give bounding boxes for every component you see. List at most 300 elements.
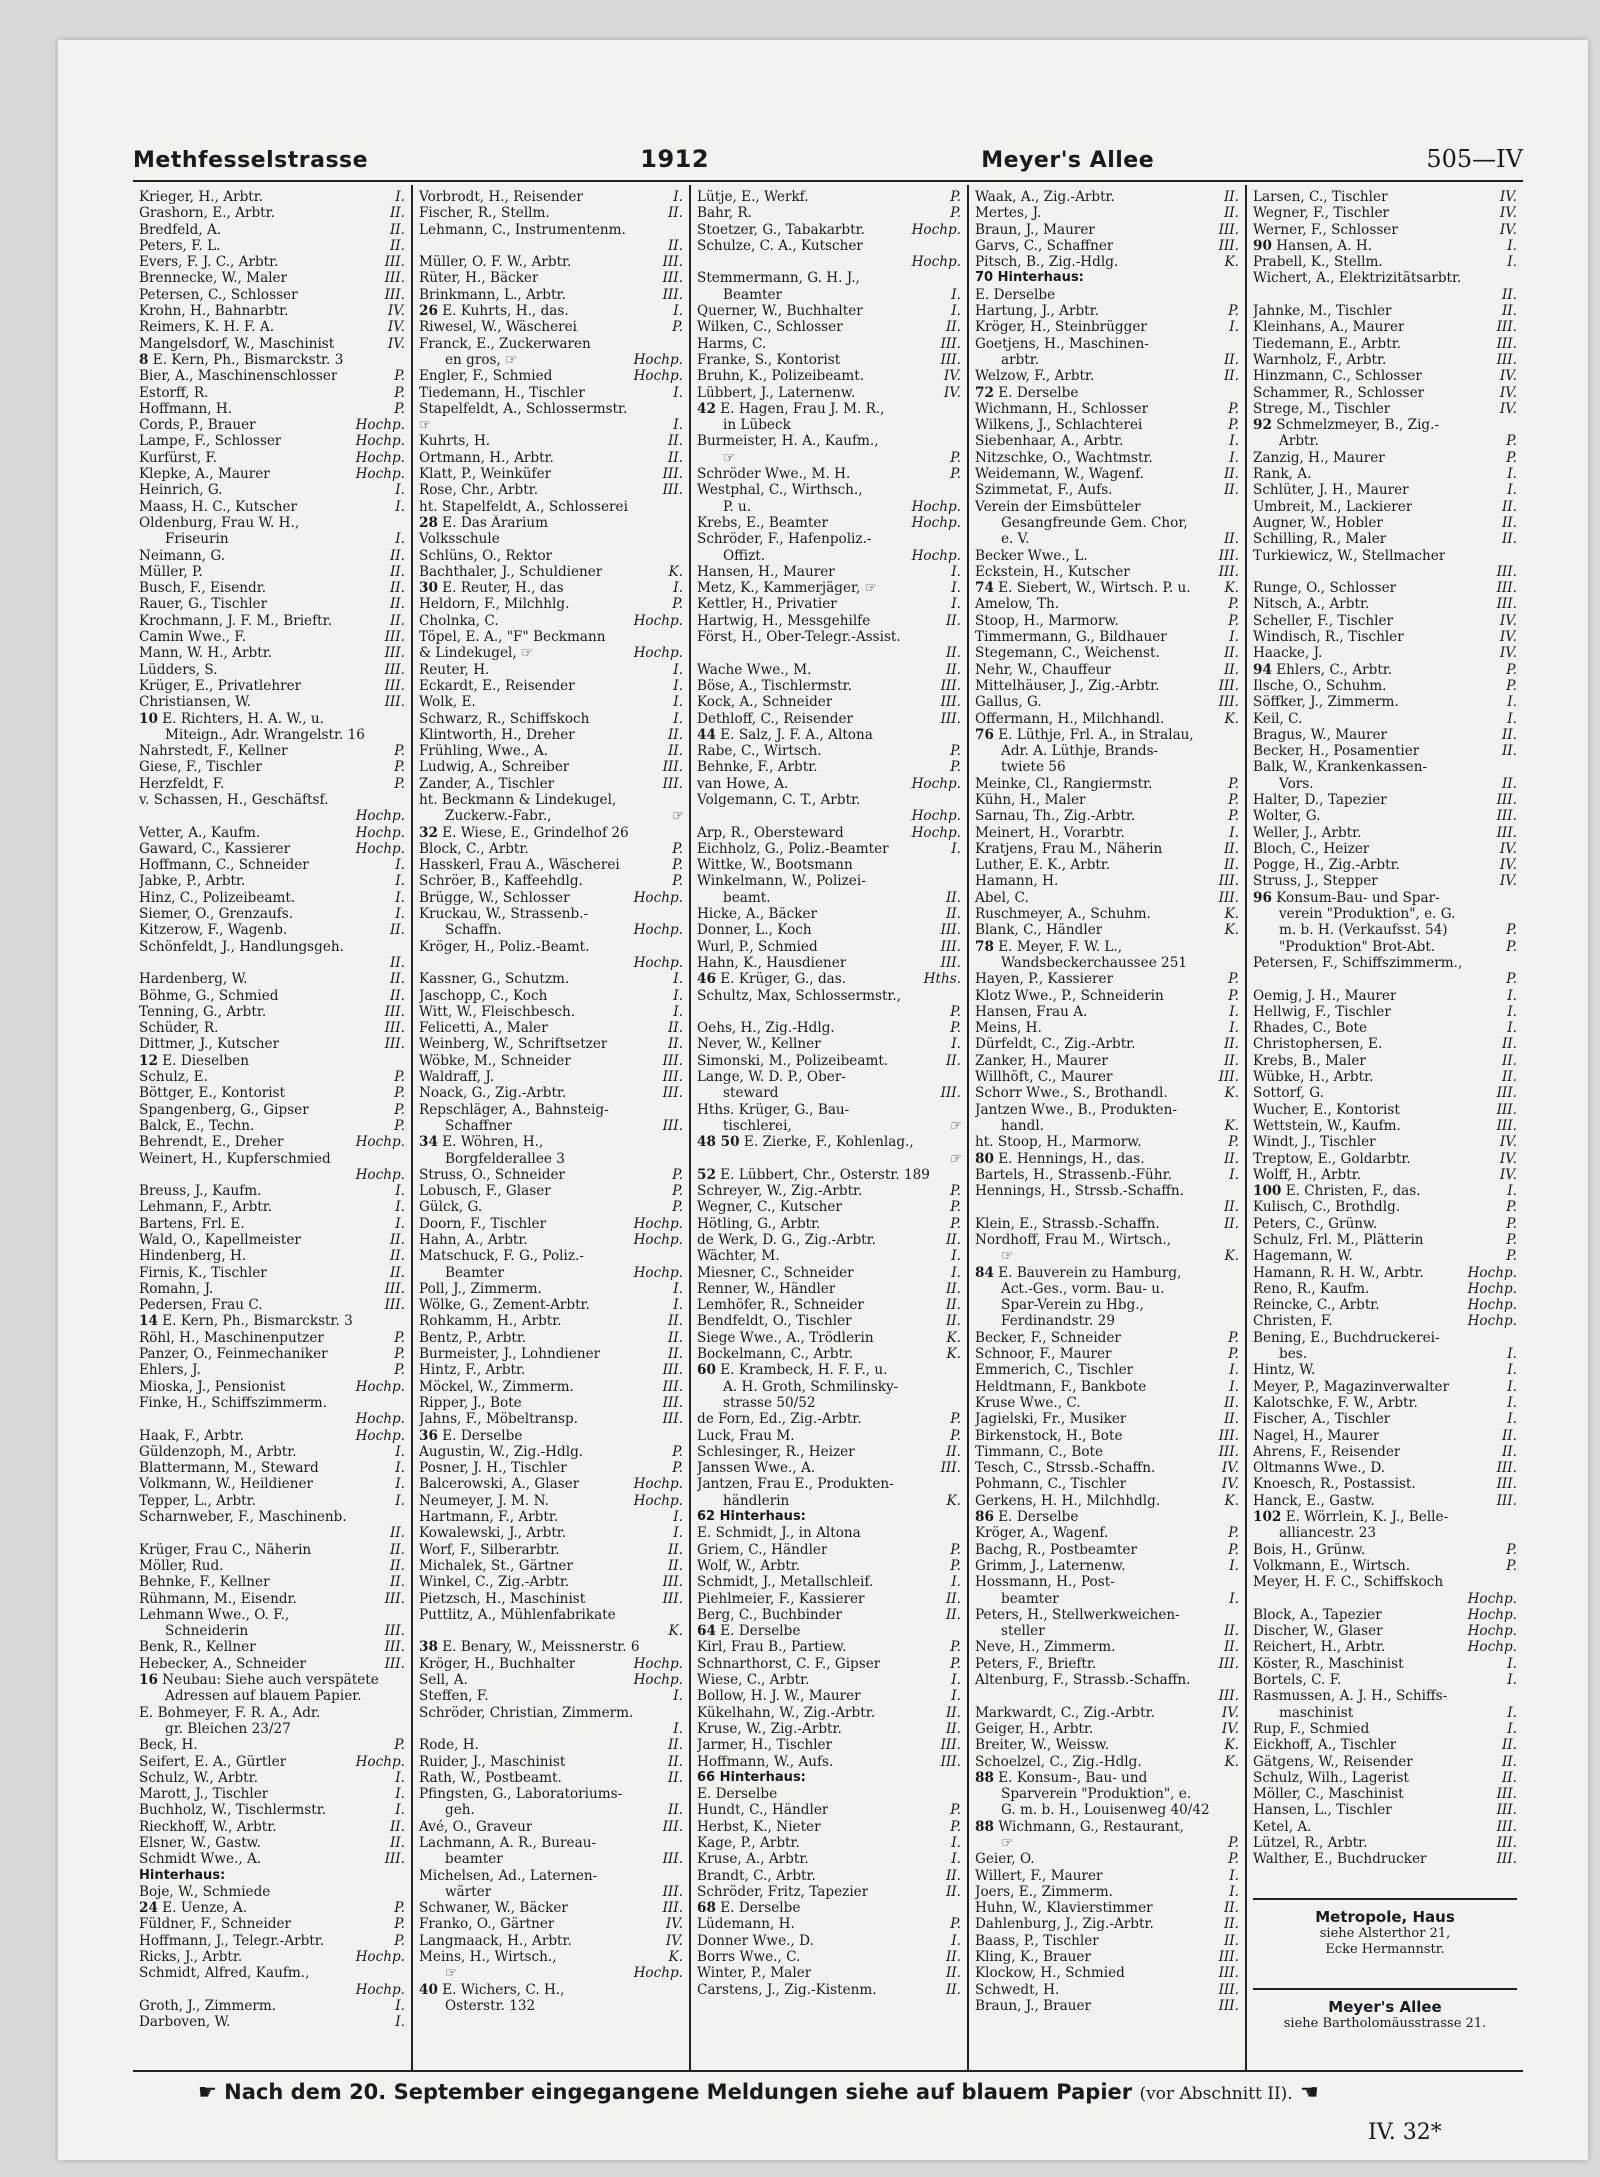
directory-entry <box>697 1900 961 1916</box>
entry-name: Schulz, E. <box>139 1069 208 1086</box>
entry-text <box>419 401 627 417</box>
directory-entry <box>697 596 961 612</box>
entry-name: Kruse, A., Arbtr. <box>697 1851 809 1868</box>
entry-floor: II. <box>1223 1900 1239 1917</box>
entry-name: ☞ <box>723 449 736 466</box>
entry-name: "Produktion" Brot-Abt. <box>1279 938 1436 955</box>
entry-text <box>139 1900 247 1916</box>
entry-floor <box>679 1248 683 1264</box>
entry-floor: K. <box>1224 922 1239 939</box>
directory-entry <box>419 1216 683 1232</box>
directory-entry <box>139 857 405 873</box>
entry-floor: Hochp. <box>911 824 961 841</box>
entry-text <box>1253 1509 1448 1525</box>
entry-floor <box>1235 1607 1239 1623</box>
entry-name: Behnke, F., Arbtr. <box>697 759 818 776</box>
entry-floor: I. <box>951 1834 961 1851</box>
entry-floor <box>679 1982 683 1998</box>
entry-floor: III. <box>1218 563 1239 580</box>
entry-floor: II. <box>1501 514 1517 531</box>
directory-entry <box>975 1819 1239 1835</box>
entry-name: Warnholz, F., Arbtr. <box>1253 351 1387 368</box>
entry-floor: III. <box>662 1851 683 1868</box>
directory-entry <box>139 743 405 759</box>
entry-floor: II. <box>1223 466 1239 483</box>
entry-name: Dittmer, J., Kutscher <box>139 1036 280 1053</box>
directory-entry <box>697 1444 961 1460</box>
entry-floor: I. <box>395 1997 405 2014</box>
entry-floor: P. <box>950 1003 961 1020</box>
directory-entry <box>419 352 683 368</box>
entry-text <box>165 1721 291 1737</box>
entry-floor: III. <box>1496 1492 1517 1509</box>
entry-text <box>139 1085 285 1101</box>
directory-entry <box>419 531 683 547</box>
directory-entry <box>139 205 405 221</box>
entry-floor: Hochp. <box>911 498 961 515</box>
entry-floor: III. <box>940 922 961 939</box>
entry-name: Hoffmann, H. <box>139 400 233 417</box>
entry-text <box>1001 1297 1144 1313</box>
entry-floor: II. <box>667 1737 683 1754</box>
entry-text <box>1253 352 1386 368</box>
entry-name: Heldtmann, F., Bankbote <box>975 1378 1147 1395</box>
entry-name: Schröer, B., Kaffeehdlg. <box>419 873 583 890</box>
entry-floor: I. <box>1507 1704 1517 1721</box>
box-line: siehe Alsterthor 21, <box>1319 1925 1451 1941</box>
entry-floor: IV. <box>1499 189 1517 205</box>
entry-name: Zanker, H., Maurer <box>975 1052 1108 1069</box>
entry-floor: I. <box>1507 1720 1517 1737</box>
directory-entry <box>975 841 1239 857</box>
entry-text <box>419 1786 622 1802</box>
directory-entry <box>1253 596 1517 612</box>
entry-name: Adr. A. Lüthje, Brands- <box>1001 743 1159 760</box>
directory-entry <box>1253 401 1517 417</box>
entry-text <box>1253 1623 1383 1639</box>
entry-text <box>975 1949 1091 1965</box>
entry-name: Schmidt, J., Metallschleif. <box>697 1574 874 1591</box>
entry-floor <box>957 1167 961 1183</box>
entry-name: Kage, P., Arbtr. <box>697 1834 800 1851</box>
entry-floor: II. <box>945 319 961 336</box>
entry-text <box>975 1672 1190 1688</box>
entry-name: Neubau: Siehe auch verspätete <box>162 1672 379 1689</box>
entry-floor: P. <box>672 840 683 857</box>
directory-entry <box>697 189 961 205</box>
entry-text <box>1253 1786 1404 1802</box>
entry-text <box>419 743 548 759</box>
entry-text <box>419 1248 584 1264</box>
directory-entry <box>697 499 961 515</box>
entry-floor <box>1235 1802 1239 1818</box>
directory-entry <box>139 629 405 645</box>
entry-floor: III. <box>1496 319 1517 336</box>
entry-floor: III. <box>662 1394 683 1411</box>
entry-name: Siemer, O., Grenzaufs. <box>139 906 294 923</box>
entry-floor: II. <box>667 449 683 466</box>
entry-floor: II. <box>1223 1199 1239 1216</box>
entry-text <box>975 906 1151 922</box>
directory-entry <box>697 515 961 531</box>
entry-text <box>697 385 855 401</box>
directory-entry <box>1253 1069 1517 1085</box>
entry-name: Repschläger, A., Bahnsteig- <box>419 1101 609 1118</box>
entry-name: Schulze, C. A., Kutscher <box>697 237 863 254</box>
entry-text <box>697 613 870 629</box>
entry-name: Gülck, G. <box>419 1199 483 1216</box>
entry-floor: P. <box>1506 1232 1517 1248</box>
entry-floor: Hochp. <box>633 645 683 662</box>
entry-text <box>697 466 850 482</box>
entry-floor: I. <box>1507 466 1517 483</box>
entry-text <box>975 336 1149 352</box>
entry-name: Ricks, J., Arbtr. <box>139 1949 243 1966</box>
entry-name: Eickhoff, A., Tischler <box>1253 1737 1397 1754</box>
directory-entry <box>139 841 405 857</box>
entry-text <box>975 890 1029 906</box>
entry-text <box>975 922 1102 938</box>
directory-entry <box>975 401 1239 417</box>
entry-floor: III. <box>384 270 405 287</box>
entry-floor: III. <box>1496 1101 1517 1118</box>
entry-floor: I. <box>673 580 683 597</box>
directory-entry <box>1253 939 1517 955</box>
entry-text <box>697 1770 806 1786</box>
directory-entry <box>975 678 1239 694</box>
directory-entry <box>139 792 405 808</box>
entry-text <box>419 1916 554 1932</box>
entry-name: Nahrstedt, F., Kellner <box>139 743 288 760</box>
entry-text <box>1001 1118 1044 1134</box>
entry-text <box>419 336 591 352</box>
directory-entry <box>697 1248 961 1264</box>
entry-floor <box>957 1476 961 1492</box>
entry-text <box>139 1053 249 1069</box>
directory-entry <box>975 1183 1239 1199</box>
entry-floor: K. <box>1224 1117 1239 1134</box>
entry-text <box>419 613 499 629</box>
entry-text <box>697 1525 861 1541</box>
entry-text <box>419 205 550 221</box>
directory-entry <box>975 1151 1239 1167</box>
directory-entry <box>697 1656 961 1672</box>
box-line: siehe Bartholomäusstrasse 21. <box>1283 2015 1487 2031</box>
directory-entry <box>419 1460 683 1476</box>
entry-text <box>139 1884 270 1900</box>
entry-floor: I. <box>1229 1378 1239 1395</box>
directory-entry <box>975 1754 1239 1770</box>
entry-name: Söffker, J., Zimmerm. <box>1253 694 1399 711</box>
directory-entry <box>975 613 1239 629</box>
directory-entry <box>697 890 961 906</box>
entry-name: Gaward, C., Kassierer <box>139 840 291 857</box>
entry-name: Wolter, G. <box>1253 808 1321 825</box>
directory-entry <box>419 890 683 906</box>
entry-name: Schlüter, J. H., Maurer <box>1253 482 1409 499</box>
entry-name: Töpel, E. A., "F" Beckmann <box>419 629 606 646</box>
entry-name: Hanck, E., Gastw. <box>1253 1492 1375 1509</box>
directory-entry <box>975 1639 1239 1655</box>
entry-name: Wichmann, H., Schlosser <box>975 400 1149 417</box>
entry-name: Benk, R., Kellner <box>139 1639 256 1656</box>
cross-reference-box <box>1253 1988 1517 2032</box>
entry-floor: I. <box>1507 237 1517 254</box>
entry-name: Lobusch, F., Glaser <box>419 1183 551 1200</box>
entry-text <box>975 303 1099 319</box>
entry-floor <box>1235 1297 1239 1313</box>
entry-text <box>723 287 782 303</box>
directory-entry <box>139 385 405 401</box>
entry-name: P. u. <box>723 498 752 515</box>
entry-floor: Hochp. <box>633 1655 683 1672</box>
entry-text <box>975 1965 1125 1981</box>
directory-entry <box>1253 1346 1517 1362</box>
entry-text <box>1253 385 1424 401</box>
entry-name: Eckardt, E., Reisender <box>419 677 575 694</box>
entry-name: Volkmann, E., Wirtsch. <box>1253 1557 1411 1574</box>
directory-entry <box>975 548 1239 564</box>
directory-entry <box>1253 1411 1517 1427</box>
directory-entry <box>419 906 683 922</box>
entry-floor: II. <box>389 1557 405 1574</box>
entry-name: Abel, C. <box>975 889 1029 906</box>
entry-name: Lehmann Wwe., O. F., <box>139 1606 290 1623</box>
directory-entry <box>697 385 961 401</box>
directory-entry <box>139 1819 405 1835</box>
entry-floor <box>679 792 683 808</box>
directory-entry <box>697 792 961 808</box>
entry-text <box>975 1705 1155 1721</box>
directory-entry <box>1253 1688 1517 1704</box>
directory-entry <box>697 1053 961 1069</box>
directory-entry <box>419 1476 683 1492</box>
directory-entry <box>139 1965 405 1981</box>
entry-name: Balck, E., Techn. <box>139 1117 255 1134</box>
directory-entry <box>1253 613 1517 629</box>
entry-floor: III. <box>940 1460 961 1477</box>
entry-floor: I. <box>673 384 683 401</box>
directory-entry <box>139 939 405 955</box>
entry-name: Bois, H., Grünw. <box>1253 1541 1366 1558</box>
entry-name: Ilsche, O., Schuhm. <box>1253 677 1387 694</box>
entry-name: Jantzen, Frau E., Produkten- <box>697 1476 894 1493</box>
entry-text <box>697 1248 780 1264</box>
entry-name: Tesch, C., Strssb.-Schaffn. <box>975 1460 1156 1477</box>
entry-text <box>139 1998 276 2014</box>
entry-name: Ortmann, H., Arbtr. <box>419 449 554 466</box>
entry-floor: III. <box>384 677 405 694</box>
entry-name: Krochmann, J. F. M., Brieftr. <box>139 612 332 629</box>
hand-pointer-icon: ☚ <box>1300 2080 1319 2104</box>
entry-text <box>697 1428 795 1444</box>
entry-floor: Hochp. <box>911 254 961 271</box>
entry-name: E. Hennings, H., das. <box>998 1150 1145 1167</box>
entry-name: Doorn, F., Tischler <box>419 1215 547 1232</box>
entry-text <box>697 368 864 384</box>
entry-floor: Hochp. <box>355 1427 405 1444</box>
directory-entry <box>419 1525 683 1541</box>
entry-text <box>697 1281 835 1297</box>
entry-text <box>139 482 223 498</box>
entry-name: Kruse Wwe., C. <box>975 1394 1081 1411</box>
entry-floor: III. <box>940 954 961 971</box>
directory-entry <box>419 336 683 352</box>
entry-name: Rieckhoff, W., Arbtr. <box>139 1818 277 1835</box>
directory-entry <box>419 564 683 580</box>
entry-floor: K. <box>1224 710 1239 727</box>
entry-name: Ludwig, A., Schreiber <box>419 759 570 776</box>
directory-entry <box>975 238 1239 254</box>
entry-floor: P. <box>1506 677 1517 694</box>
entry-floor: Hochp. <box>355 1981 405 1998</box>
entry-name: Tepper, L., Arbtr. <box>139 1492 256 1509</box>
entry-floor: Hochp. <box>633 1965 683 1982</box>
entry-name: Hamann, R. H. W., Arbtr. <box>1253 1264 1424 1281</box>
entry-name: Klepke, A., Maurer <box>139 466 270 483</box>
entry-text <box>697 629 901 645</box>
entry-text <box>697 1884 868 1900</box>
entry-text <box>975 417 1142 433</box>
entry-name: m. b. H. (Verkaufsst. 54) <box>1279 922 1448 939</box>
entry-text <box>1253 1542 1365 1558</box>
directory-entry <box>139 1542 405 1558</box>
directory-entry <box>419 433 683 449</box>
directory-entry <box>697 254 961 270</box>
entry-floor: K. <box>946 1329 961 1346</box>
directory-entry <box>1253 1542 1517 1558</box>
entry-text <box>1253 1411 1390 1427</box>
entry-floor: I. <box>1507 1378 1517 1395</box>
directory-entry <box>419 1623 683 1639</box>
entry-name: Schulz, W., Arbtr. <box>139 1769 258 1786</box>
entry-text <box>419 1900 568 1916</box>
entry-floor: P. <box>950 1655 961 1672</box>
header-street-end: Meyer's Allee <box>981 148 1155 173</box>
directory-entry <box>139 694 405 710</box>
entry-name: Schröder, F., Hafenpoliz.- <box>697 531 872 548</box>
entry-text <box>139 466 270 482</box>
entry-name: E. Krüger, G., das. <box>720 971 847 988</box>
entry-floor: III. <box>1496 1851 1517 1868</box>
entry-name: Ehlers, C., Arbtr. <box>1276 661 1393 678</box>
directory-entry <box>1253 450 1517 466</box>
entry-floor: I. <box>395 1802 405 1819</box>
entry-name: Lützel, R., Arbtr. <box>1253 1834 1368 1851</box>
entry-floor: III. <box>662 775 683 792</box>
directory-entry <box>697 1982 961 1998</box>
entry-name: Scheller, F., Tischler <box>1253 612 1394 629</box>
entry-text <box>1253 1754 1413 1770</box>
entry-floor: I. <box>1229 319 1239 336</box>
directory-entry <box>975 1982 1239 1998</box>
entry-name: Schulz, Wilh., Lagerist <box>1253 1769 1409 1786</box>
directory-entry <box>419 270 683 286</box>
directory-entry <box>697 1965 961 1981</box>
entry-floor <box>679 401 683 417</box>
entry-text <box>1253 1639 1385 1655</box>
entry-name: Matschuck, F. G., Poliz.- <box>419 1248 584 1265</box>
entry-name: E. Kuhrts, H., das. <box>442 303 569 320</box>
directory-entry <box>975 1574 1239 1590</box>
entry-floor <box>957 482 961 498</box>
directory-entry <box>419 254 683 270</box>
entry-text <box>1001 1248 1013 1264</box>
entry-text <box>697 222 865 238</box>
entry-text <box>1253 499 1412 515</box>
directory-entry <box>697 662 961 678</box>
entry-text <box>975 1265 1181 1281</box>
entry-name: Lehmann, C., Instrumentenm. <box>419 221 626 238</box>
entry-name: E. Lüthje, Frl. A., in Stralau, <box>998 726 1194 743</box>
entry-text <box>445 1884 491 1900</box>
directory-entry <box>1253 1118 1517 1134</box>
entry-name: Firnis, K., Tischler <box>139 1264 267 1281</box>
entry-name: Schröder, Christian, Zimmerm. <box>419 1704 634 1721</box>
directory-entry <box>1253 580 1517 596</box>
entry-name: Brinkmann, L., Arbtr. <box>419 286 566 303</box>
entry-floor <box>1513 890 1517 906</box>
directory-entry <box>697 1118 961 1134</box>
directory-entry <box>419 629 683 645</box>
entry-floor <box>1235 743 1239 759</box>
entry-text <box>697 1232 876 1248</box>
entry-text <box>723 1395 816 1411</box>
directory-entry <box>419 417 683 433</box>
entry-text <box>1253 303 1392 319</box>
entry-name: Braun, J., Brauer <box>975 1997 1091 2014</box>
entry-text <box>139 1069 208 1085</box>
entry-name: Winkelmann, W., Polizei- <box>697 873 866 890</box>
directory-entry <box>419 1444 683 1460</box>
directory-entry <box>697 1183 961 1199</box>
directory-entry <box>975 1623 1239 1639</box>
directory-entry <box>419 1672 683 1688</box>
directory-entry <box>975 1607 1239 1623</box>
entry-text <box>697 662 811 678</box>
entry-text <box>1253 368 1422 384</box>
entry-floor: III. <box>662 254 683 271</box>
directory-entry <box>697 841 961 857</box>
entry-name: E. Zierke, F., Kohlenlag., <box>743 1134 914 1151</box>
entry-name: beamter <box>1001 1590 1059 1607</box>
directory-entry <box>975 1721 1239 1737</box>
entry-floor: I. <box>673 189 683 205</box>
entry-floor: I. <box>673 971 683 988</box>
entry-text <box>697 841 889 857</box>
entry-floor: I. <box>395 2014 405 2031</box>
entry-name: Treptow, E., Goldarbtr. <box>1253 1150 1411 1167</box>
entry-name: E. Wichers, C. H., <box>442 1981 565 1998</box>
directory-entry <box>1253 1705 1517 1721</box>
entry-floor: P. <box>1228 1134 1239 1151</box>
directory-entry <box>139 319 405 335</box>
directory-entry <box>419 1851 683 1867</box>
entry-floor: I. <box>951 1248 961 1265</box>
directory-entry <box>419 1004 683 1020</box>
entry-name: Christophersen, E. <box>1253 1036 1383 1053</box>
entry-text <box>1253 678 1386 694</box>
entry-text <box>697 971 846 987</box>
entry-text <box>975 450 1153 466</box>
entry-floor <box>1235 1265 1239 1281</box>
directory-entry <box>419 1330 683 1346</box>
entry-text <box>139 417 256 433</box>
entry-floor: II. <box>945 1867 961 1884</box>
entry-text <box>445 1118 512 1134</box>
entry-name: Herzfeldt, F. <box>139 775 225 792</box>
entry-name: Rabe, C., Wirtsch. <box>697 743 822 760</box>
